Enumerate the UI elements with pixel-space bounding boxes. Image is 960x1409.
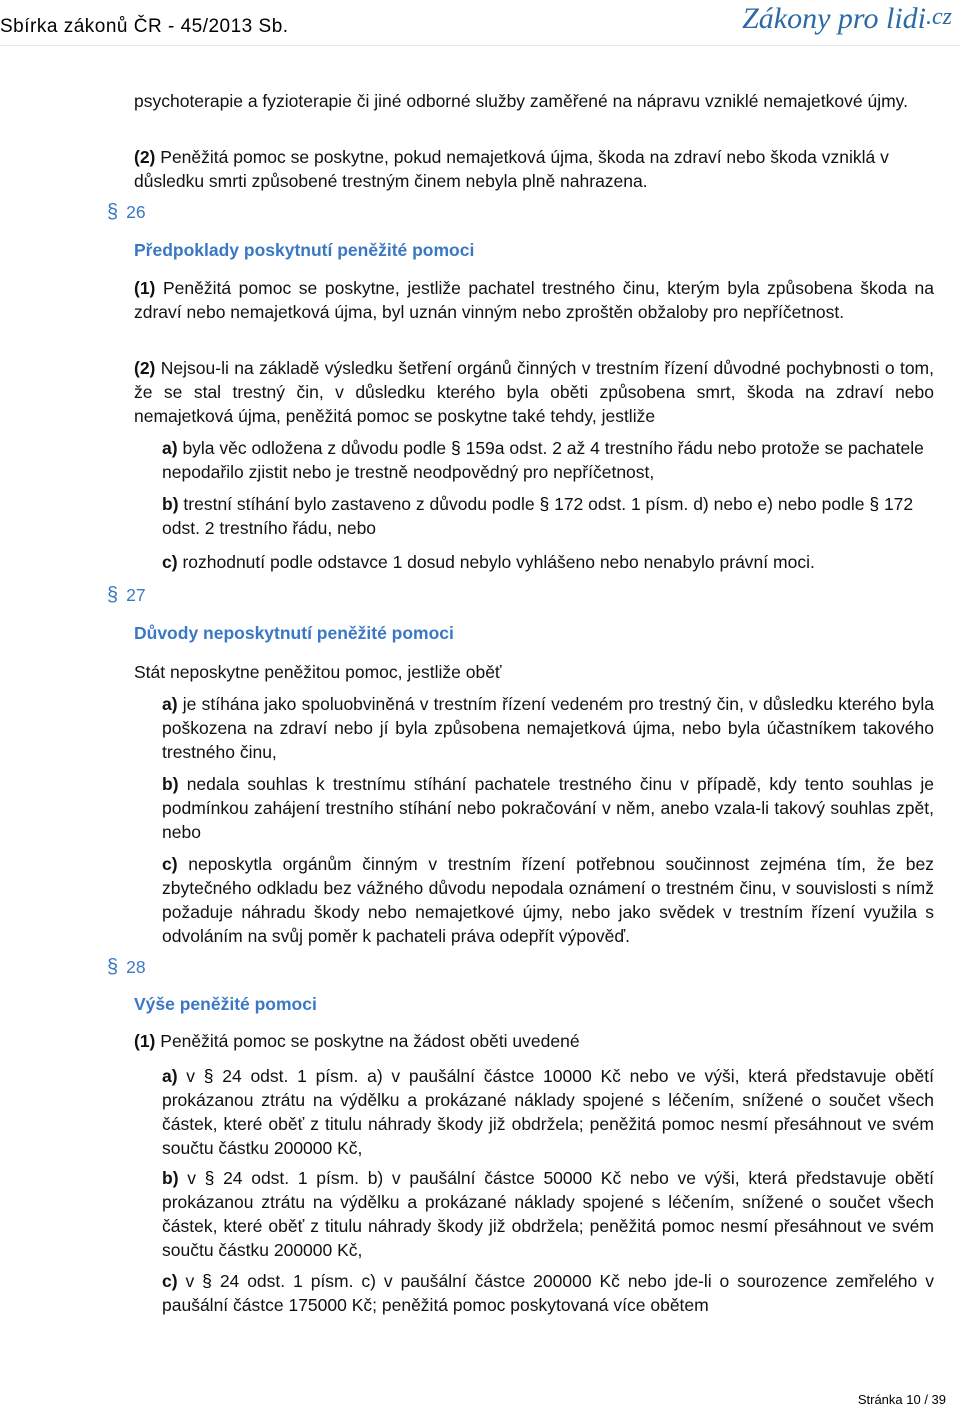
site-logo[interactable] — [742, 2, 952, 36]
item-text: v — [186, 1066, 196, 1086]
item-label: b) — [162, 494, 179, 514]
section-28-item-b — [162, 1166, 934, 1262]
paragraph-icon: § — [539, 494, 550, 514]
item-label: a) — [162, 438, 178, 458]
paragraph-icon: § — [107, 201, 119, 223]
item-text: 172 odst. 1 písm. d) nebo e) nebo podle — [554, 494, 865, 514]
item-label: c) — [162, 552, 178, 572]
paragraph-number: (2) — [134, 358, 156, 378]
section-27-item-a — [162, 692, 934, 764]
section-28-item-c — [162, 1269, 934, 1317]
section-26-item-c — [162, 550, 934, 574]
paragraph-icon: § — [450, 438, 461, 458]
item-text: je stíhána jako spoluobviněná v trestním řízení vedeném pro trestný čin, v důsledku kterého byla poškozena na zdraví nebo jí byla způsobena nemajetková újma, nebo byla účastníkem takového trestného činu, — [162, 694, 934, 762]
item-text: byla věc odložena z důvodu podle — [182, 438, 447, 458]
section-28-title: Výše peněžité pomoci — [134, 994, 317, 1014]
logo-text: Zákony pro lidi — [742, 2, 926, 35]
item-text: nedala souhlas k trestnímu stíhání pachatele trestného činu v případě, kdy tento souhlas je podmínkou zahájení trestního stíhání nebo pokračování v něm, anebo vzala-li takový souhlas zpět, nebo — [162, 774, 934, 842]
page-header — [0, 0, 960, 46]
paragraph-icon: § — [204, 1168, 215, 1188]
section-26-paragraph-1 — [134, 276, 934, 324]
section-26-item-a — [162, 436, 934, 484]
paragraph-number: (2) — [134, 147, 156, 167]
paragraph-number: (1) — [134, 278, 156, 298]
section-number: 27 — [126, 585, 146, 605]
paragraph-text: Peněžitá pomoc se poskytne, pokud nemajetková újma, škoda na zdraví nebo škoda vzniklá v důsledku smrti způsobené trestným činem nebyla plně nahrazena. — [134, 147, 889, 191]
item-label: c) — [162, 1271, 178, 1291]
paragraph-text: Nejsou-li na základě výsledku šetření orgánů činných v trestním řízení důvodné pochybnosti o tom, že se stal trestný čin, v důsledku kterého byla oběti způsobena smrt, škoda na zdraví nebo nemajetková újma, peněžitá pomoc se poskytne také tehdy, jestliže — [134, 358, 934, 426]
section-number: 28 — [126, 957, 146, 977]
page-number: Stránka 10 / 39 — [857, 1392, 946, 1407]
item-label: b) — [162, 1168, 179, 1188]
section-28-link[interactable] — [107, 956, 146, 979]
document-title: Sbírka zákonů ČR - 45/2013 Sb. — [0, 16, 289, 37]
section-28-item-a — [162, 1064, 934, 1160]
section-27-intro: Stát neposkytne peněžitou pomoc, jestliže oběť — [134, 662, 502, 682]
paragraph-icon: § — [107, 956, 119, 978]
item-label: b) — [162, 774, 179, 794]
section-26-link[interactable] — [107, 201, 146, 224]
paragraph-text: Peněžitá pomoc se poskytne, jestliže pachatel trestného činu, kterým byla způsobena škoda na zdraví nebo nemajetková újma, byl uznán vinným nebo zproštěn obžaloby pro nepříčetnost. — [134, 278, 934, 322]
item-label: a) — [162, 694, 178, 714]
item-text: rozhodnutí podle odstavce 1 dosud nebylo vyhlášeno nebo nenabylo právní moci. — [182, 552, 815, 572]
paragraph-icon: § — [202, 1271, 212, 1291]
paragraph-text: Peněžitá pomoc se poskytne na žádost oběti uvedené — [160, 1031, 580, 1051]
item-text: 24 odst. 1 písm. b) v paušální částce 50000 Kč nebo ve výši, která představuje obětí prokázanou ztrátu na výdělku a prokázané náklady spojené s léčením, snížené o součet všech částek, které oběť z titulu náhrady škody již obdržela; peněžitá pomoc nesmí přesáhnout ve svém součtu částku 200000 Kč, — [162, 1168, 934, 1260]
item-text: 159a odst. 2 až 4 trestního řádu nebo protože se pachatele nepodařilo zjistit nebo je trestně neodpovědný pro nepříčetnost, — [162, 438, 924, 482]
section-26-title: Předpoklady poskytnutí peněžité pomoci — [134, 240, 475, 260]
item-text: v — [185, 1271, 195, 1291]
item-text: 24 odst. 1 písm. c) v paušální částce 200000 Kč nebo jde-li o sourozence zemřelého v paušální částce 175000 Kč; peněžitá pomoc poskytovaná více obětem — [162, 1271, 934, 1315]
paragraph-2 — [134, 145, 934, 193]
section-27-item-b — [162, 772, 934, 844]
item-text: neposkytla orgánům činným v trestním řízení potřebnou součinnost zejména tím, že bez zbytečného odkladu bez vážného důvodu nepodala oznámení o trestném činu, v souvislosti s nímž požaduje náhradu škody nebo nemajetkové újmy, nebo jako svědek v trestním řízení využila s odvoláním na svůj poměr k pachateli práva odepřít výpověď. — [162, 854, 934, 946]
section-27-link[interactable] — [107, 584, 146, 607]
paragraph-icon: § — [107, 584, 119, 606]
item-text: v — [187, 1168, 196, 1188]
section-28-paragraph-1 — [134, 1029, 934, 1053]
section-26-item-b — [162, 492, 934, 540]
paragraph-number: (1) — [134, 1031, 156, 1051]
section-26-paragraph-2 — [134, 356, 934, 428]
paragraph-icon: § — [869, 494, 880, 514]
section-27-title: Důvody neposkytnutí peněžité pomoci — [134, 623, 454, 643]
section-number: 26 — [126, 202, 146, 222]
item-text: 24 odst. 1 písm. a) v paušální částce 10000 Kč nebo ve výši, která představuje obětí prokázanou ztrátu na výdělku a prokázané náklady spojené s léčením, snížené o součet všech částek, které oběť z titulu náhrady škody již obdržela; peněžitá pomoc nesmí přesáhnout ve svém součtu částku 200000 Kč, — [162, 1066, 934, 1158]
item-text: 172 odst. 2 trestního řádu, nebo — [162, 494, 914, 538]
header-divider — [0, 45, 960, 46]
item-label: c) — [162, 854, 178, 874]
logo-suffix: .cz — [926, 4, 952, 30]
paragraph-icon: § — [203, 1066, 214, 1086]
item-label: a) — [162, 1066, 178, 1086]
paragraph-continuation: psychoterapie a fyzioterapie či jiné odborné služby zaměřené na nápravu vzniklé nemajetkové újmy. — [134, 91, 908, 111]
item-text: trestní stíhání bylo zastaveno z důvodu podle — [183, 494, 535, 514]
section-27-item-c — [162, 852, 934, 948]
